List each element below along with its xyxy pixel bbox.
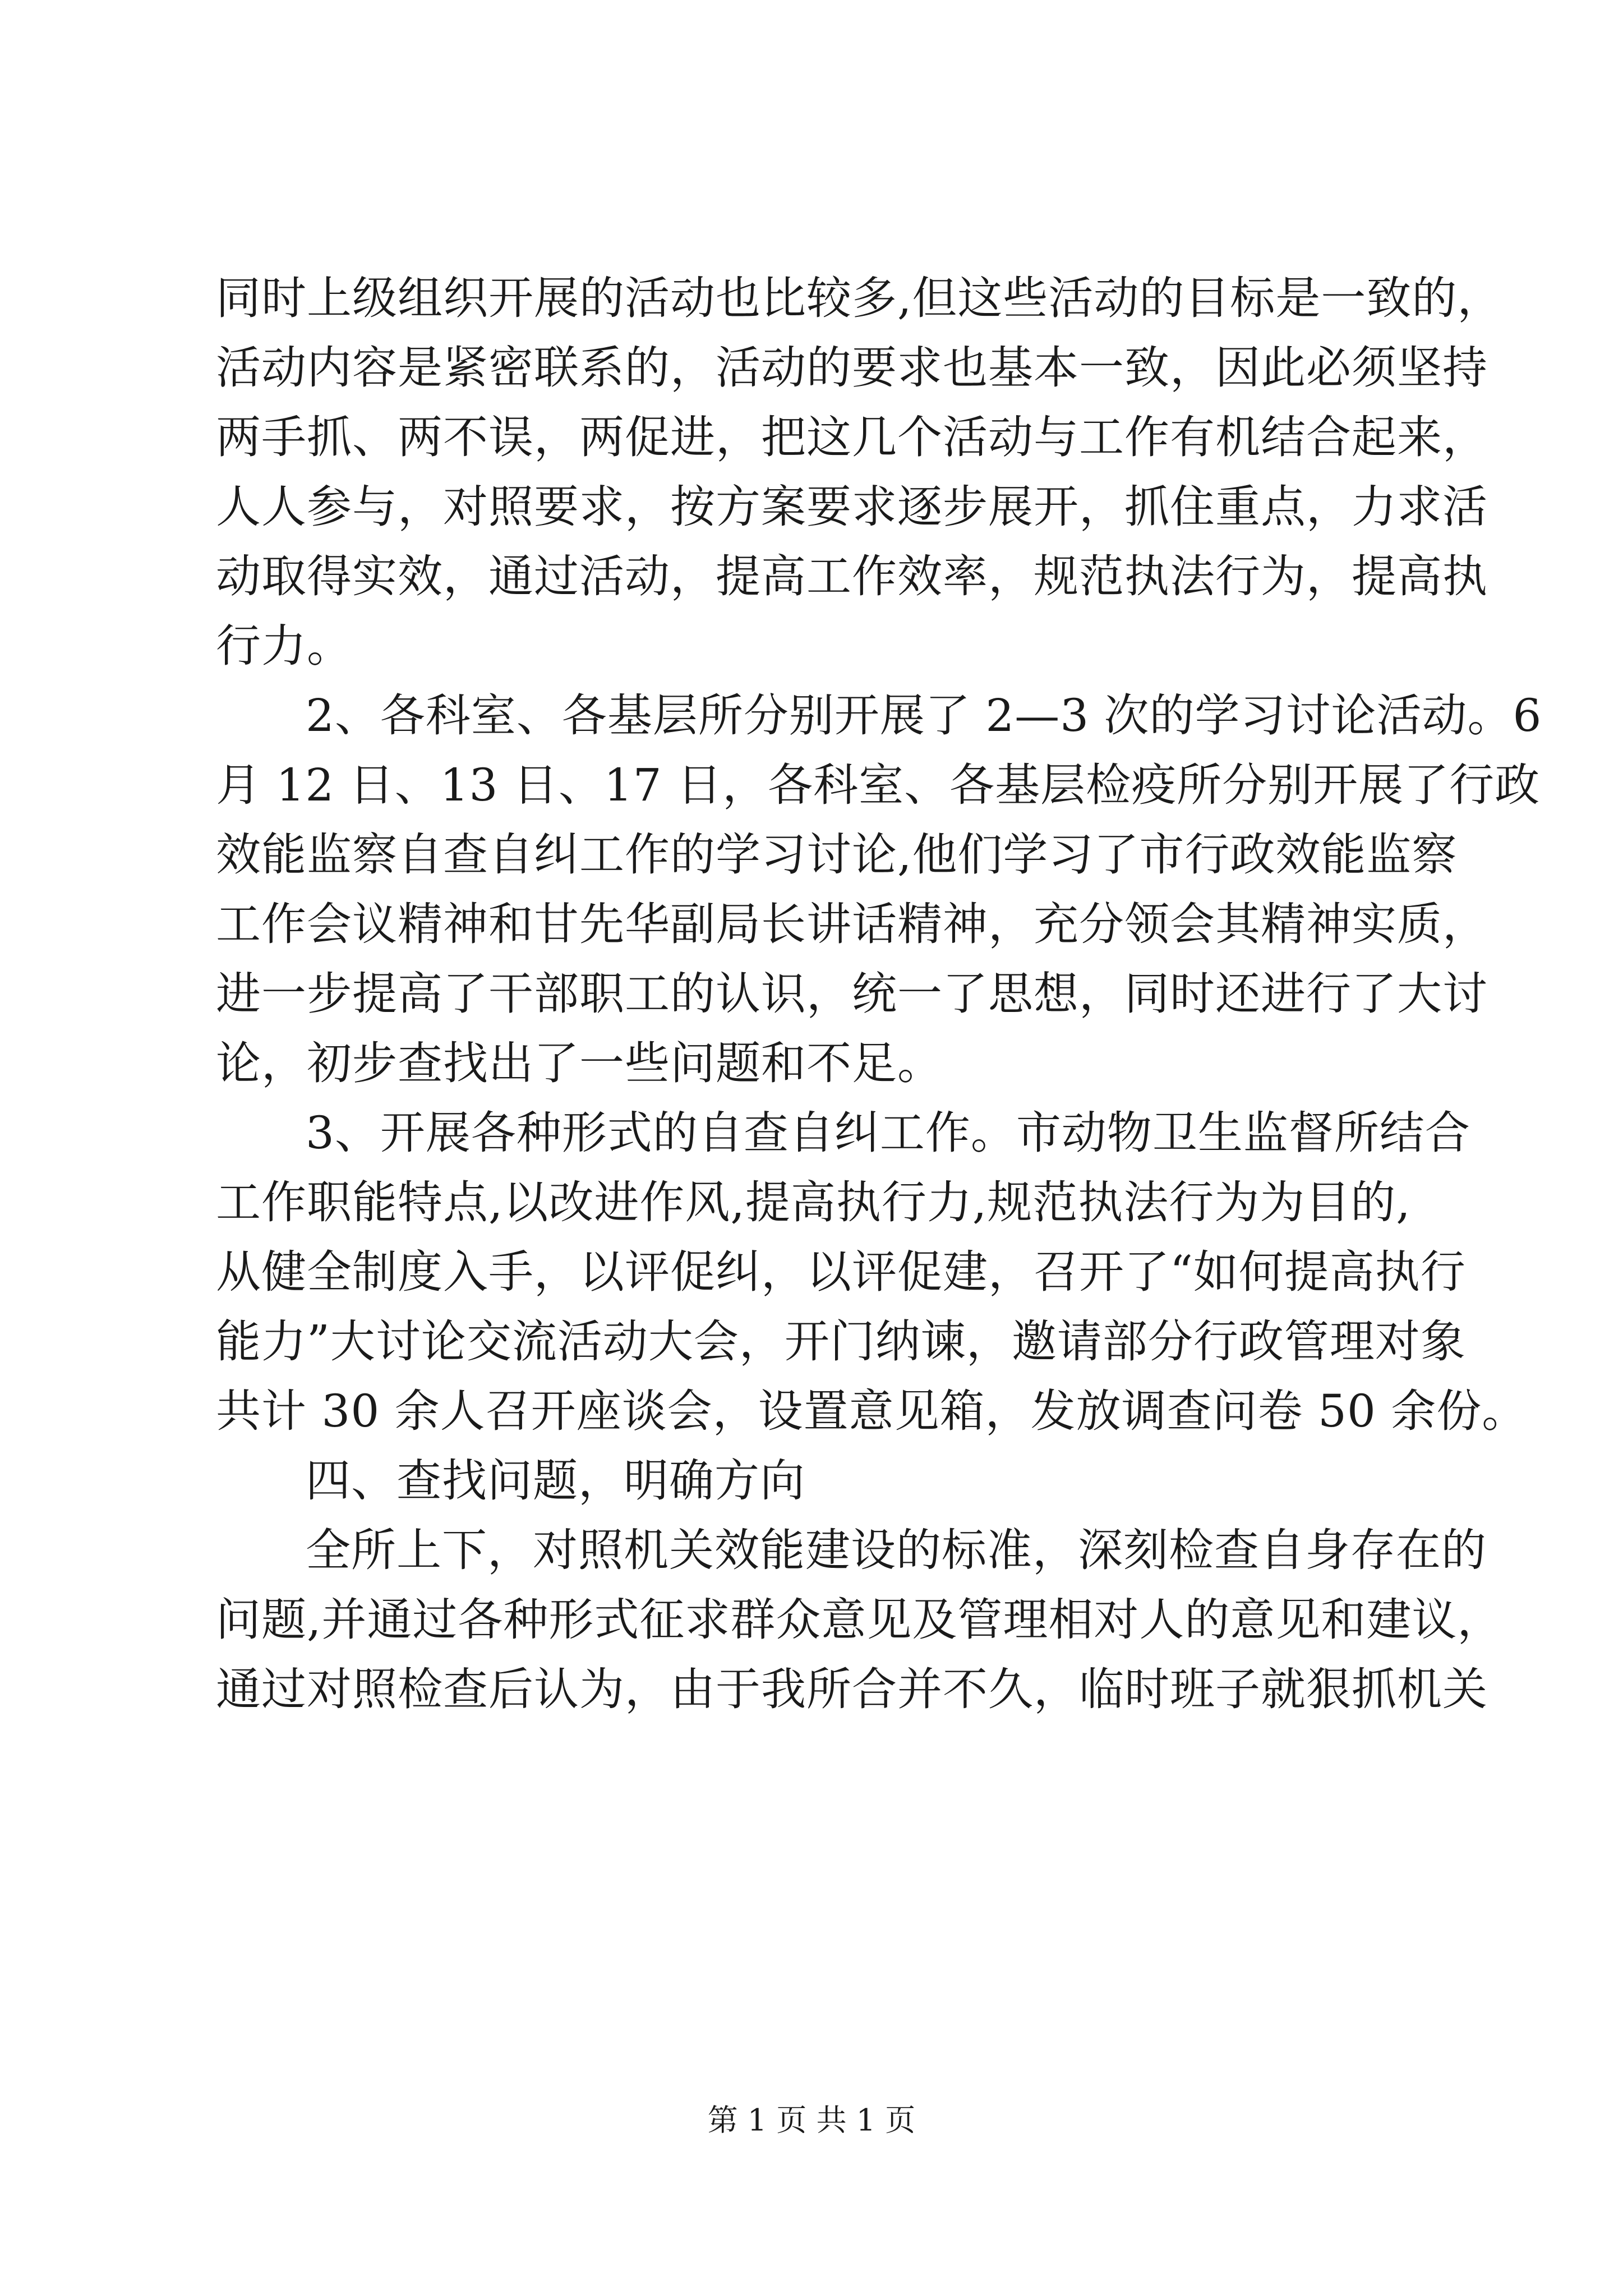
text-line: 工作职能特点,以改进作风,提高执行力,规范执法行为为目的, — [216, 1176, 1411, 1228]
text-line: 从健全制度入手，以评促纠，以评促建，召开了“如何提高执行 — [216, 1246, 1466, 1298]
page-footer — [0, 2101, 1623, 2140]
text-line: 进一步提高了干部职工的认识，统一了思想，同时还进行了大讨 — [216, 968, 1488, 1020]
text-line: 通过对照检查后认为，由于我所合并不久，临时班子就狠抓机关 — [216, 1663, 1488, 1715]
text-line: 两手抓、两不误，两促进，把这几个活动与工作有机结合起来， — [216, 411, 1488, 463]
text-line: 论，初步查找出了一些问题和不足。 — [216, 1037, 943, 1089]
text-line: 同时上级组织开展的活动也比较多,但这些活动的目标是一致的， — [216, 272, 1503, 324]
text-line: 共计 30 余人召开座谈会，设置意见箱，发放调查问卷 50 余份。 — [216, 1385, 1528, 1437]
text-line: 效能监察自查自纠工作的学习讨论,他们学习了市行政效能监察 — [216, 829, 1458, 881]
text-line: 月 12 日、13 日、17 日，各科室、各基层检疫所分别开展了行政 — [216, 759, 1541, 811]
text-line: 行力。 — [216, 620, 352, 672]
body-text — [216, 264, 1542, 1724]
paragraph-start-line: 全所上下，对照机关效能建设的标准，深刻检查自身存在的 — [306, 1524, 1487, 1576]
text-line: 动取得实效，通过活动，提高工作效率，规范执法行为，提高执 — [216, 550, 1488, 602]
text-line: 人人参与，对照要求，按方案要求逐步展开，抓住重点，力求活 — [216, 481, 1488, 533]
text-line: 能力”大讨论交流活动大会，开门纳谏，邀请部分行政管理对象 — [216, 1315, 1466, 1368]
section-heading: 四、查找问题，明确方向 — [306, 1455, 805, 1507]
paragraph-start-line: 2、各科室、各基层所分别开展了 2—3 次的学习讨论活动。6 — [306, 689, 1542, 742]
text-line: 活动内容是紧密联系的，活动的要求也基本一致，因此必须坚持 — [216, 342, 1488, 394]
page-number-label: 第 1 页 共 1 页 — [707, 2102, 916, 2138]
text-line: 问题,并通过各种形式征求群众意见及管理相对人的意见和建议， — [216, 1594, 1503, 1646]
text-line: 工作会议精神和甘先华副局长讲话精神，充分领会其精神实质， — [216, 898, 1488, 950]
paragraph-start-line: 3、开展各种形式的自查自纠工作。市动物卫生监督所结合 — [306, 1107, 1470, 1159]
